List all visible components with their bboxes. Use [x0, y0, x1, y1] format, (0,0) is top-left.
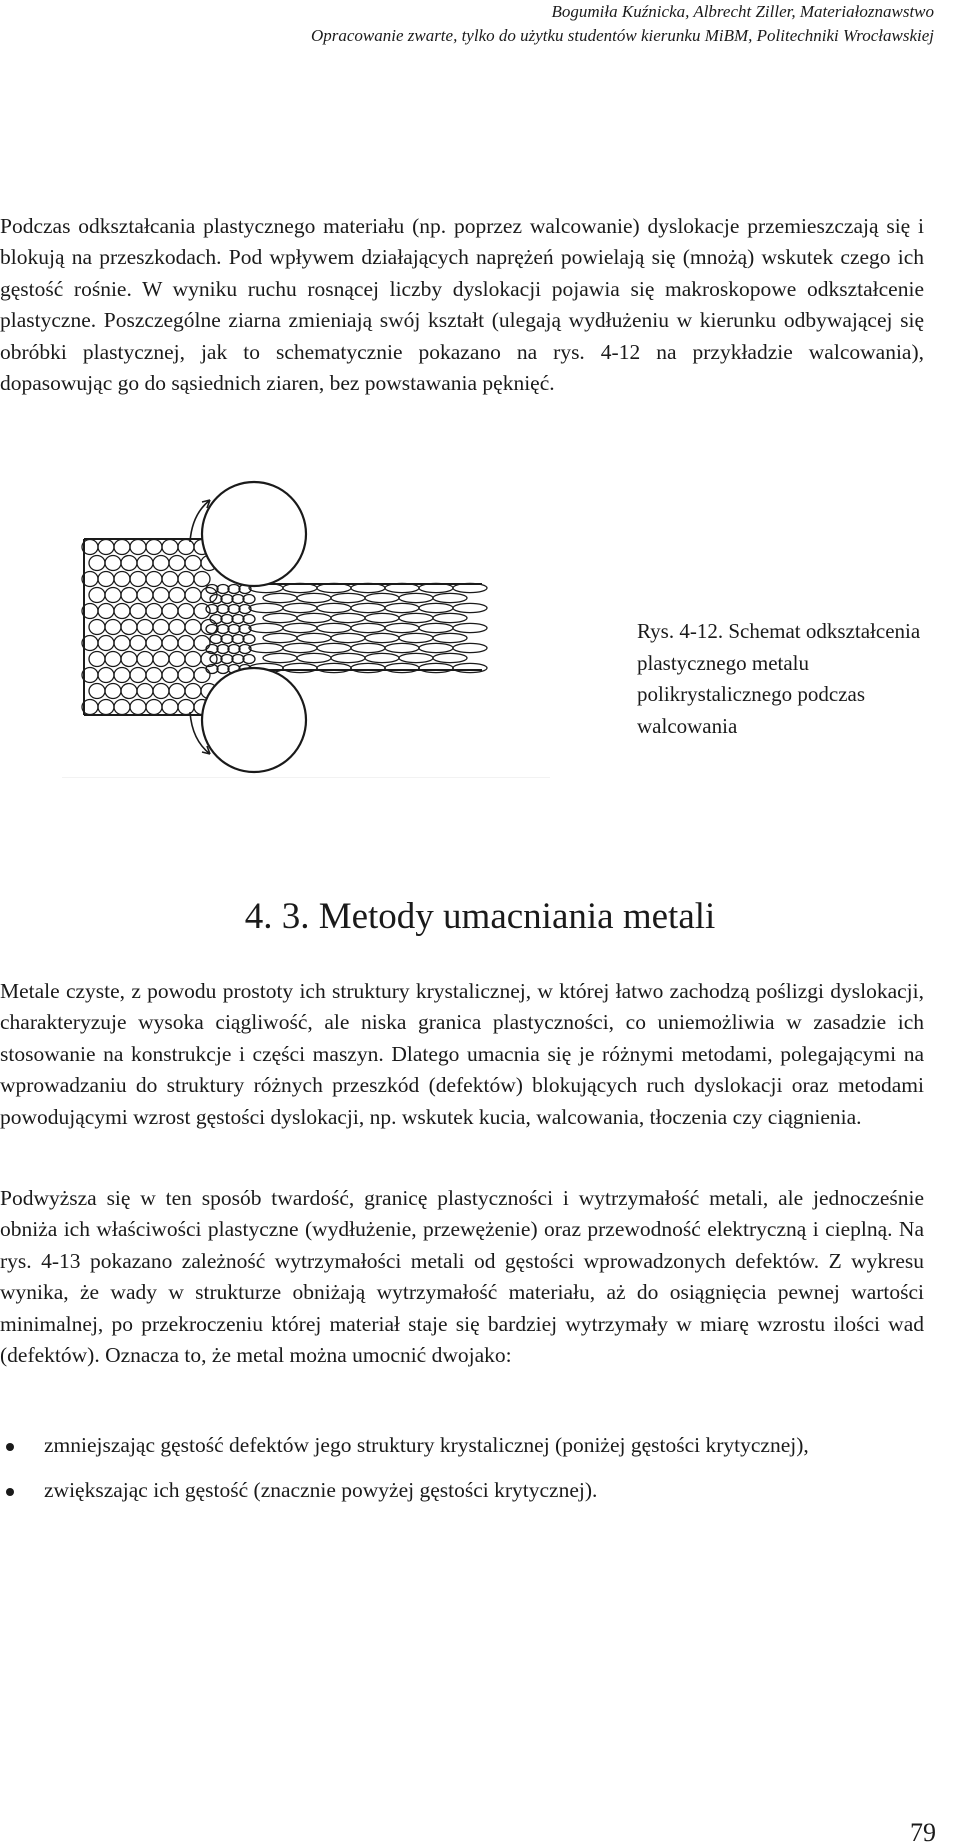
grain-outline [105, 620, 121, 635]
grain-outline [98, 604, 114, 619]
grain-outline [221, 655, 233, 664]
grain-outline [194, 668, 210, 683]
grain-outline [297, 593, 331, 602]
grain-outline [221, 615, 233, 624]
grain-outline [232, 615, 244, 624]
list-item [0, 1430, 924, 1461]
header-authors: Bogumiła Kuźnicka, Albrecht Ziller, Materiałoznawstwo [551, 2, 934, 21]
grain-outline [162, 540, 178, 555]
figure-caption: Rys. 4-12. Schemat odkształcenia plastycznego metalu polikrystalicznego podczas walcowania [637, 619, 921, 738]
grain-outline [194, 636, 210, 651]
grain-outline [98, 540, 114, 555]
grain-outline [98, 572, 114, 587]
grain-outline [351, 623, 385, 632]
grain-outline [169, 652, 185, 667]
bullet-icon [6, 1443, 14, 1451]
grain-outline [351, 663, 385, 672]
grain-outline [185, 588, 201, 603]
grain-outline [114, 540, 130, 555]
grain-outline [317, 663, 351, 672]
grain-outline [243, 655, 255, 664]
grain-outline [130, 668, 146, 683]
grain-outline [194, 572, 210, 587]
grain-outline [89, 620, 105, 635]
grain-outline [130, 700, 146, 715]
grain-outline [283, 623, 317, 632]
grain-outline [351, 643, 385, 652]
grain-outline [210, 615, 222, 624]
grain-outline [169, 556, 185, 571]
grain-outline [453, 643, 487, 652]
grain-outline [121, 620, 137, 635]
grain-outline [121, 556, 137, 571]
grain-outline [130, 604, 146, 619]
grain-outline [385, 603, 419, 612]
grain-outline [263, 653, 297, 662]
grain-outline [185, 556, 201, 571]
grain-outline [153, 652, 169, 667]
grain-outline [137, 588, 153, 603]
list-item [0, 1475, 924, 1506]
grain-outline [153, 620, 169, 635]
grain-outline [137, 684, 153, 699]
grain-outline [433, 633, 467, 642]
grain-outline [217, 605, 229, 614]
grain-outline [169, 684, 185, 699]
grain-outline [249, 623, 283, 632]
grain-outline [153, 684, 169, 699]
header-note: Opracowanie zwarte, tylko do użytku studentów kierunku MiBM, Politechniki Wrocławskiej [310, 26, 934, 45]
grain-outline [185, 652, 201, 667]
grain-outline [105, 684, 121, 699]
grain-outline [433, 613, 467, 622]
grain-outline [453, 663, 487, 672]
grain-outline [162, 636, 178, 651]
grain-outline [121, 684, 137, 699]
grain-outline [419, 603, 453, 612]
grain-outline [130, 636, 146, 651]
grain-outline [331, 613, 365, 622]
grain-outline [98, 700, 114, 715]
grain-outline [114, 700, 130, 715]
figure-rolling-schematic [62, 472, 550, 778]
grain-outline [331, 593, 365, 602]
grain-outline [249, 643, 283, 652]
bullet-icon [6, 1488, 14, 1496]
grain-outline [243, 615, 255, 624]
grain-outline [263, 633, 297, 642]
grain-outline [114, 604, 130, 619]
grain-outline [98, 636, 114, 651]
grain-outline [217, 645, 229, 654]
grain-outline [185, 620, 201, 635]
grain-outline [162, 604, 178, 619]
grain-outline [114, 668, 130, 683]
grain-outline [399, 633, 433, 642]
grain-outline [178, 636, 194, 651]
grain-outline [399, 613, 433, 622]
grain-outline [217, 585, 229, 594]
grain-outline [114, 636, 130, 651]
grain-outline [114, 572, 130, 587]
grain-outline [153, 588, 169, 603]
grain-outline [121, 588, 137, 603]
grain-outline [385, 623, 419, 632]
grain-outline [89, 684, 105, 699]
strengthening-methods-list [0, 1430, 924, 1521]
grain-outline [210, 635, 222, 644]
grain-outline [137, 556, 153, 571]
grain-outline [105, 556, 121, 571]
grain-outline [331, 653, 365, 662]
upper-roll [202, 482, 306, 586]
grain-outline [89, 556, 105, 571]
grain-outline [105, 652, 121, 667]
grain-outline [217, 625, 229, 634]
grain-outline [283, 663, 317, 672]
grain-outline [98, 668, 114, 683]
grain-outline [185, 684, 201, 699]
grain-outline [297, 613, 331, 622]
grain-outline [297, 653, 331, 662]
running-header [34, 0, 934, 48]
grain-outline [178, 700, 194, 715]
grain-outline [399, 653, 433, 662]
grain-outline [317, 603, 351, 612]
grain-outline [178, 604, 194, 619]
grain-outline [243, 595, 255, 604]
grain-outline [365, 653, 399, 662]
grain-outline [249, 603, 283, 612]
list-item-text: zmniejszając gęstość defektów jego struktury krystalicznej (poniżej gęstości krytycznej), [44, 1433, 809, 1457]
paragraph-deformation: Podczas odkształcania plastycznego materiału (np. poprzez walcowanie) dyslokacje przemieszczają się i blokują na przeszkodach. Pod wpływem działających naprężeń powielają się (mnożą) wskutek czego ich gęstość rośnie. W wyniku ruchu rosnącej liczby dyslokacji pojawia się makroskopowe odkształcenie plastyczne. Poszczególne ziarna zmieniają swój kształt (ulegają wydłużeniu w kierunku odbywającej się obróbki plastycznej, jak to schematycznie pokazano na rys. 4-12 na przykładzie walcowania), dopasowując go do sąsiednich ziaren, bez powstawania pęknięć. [0, 214, 924, 396]
list-item-text: zwiększając ich gęstość (znacznie powyżej gęstości krytycznej). [44, 1478, 598, 1503]
grain-outline [365, 633, 399, 642]
grain-outline [419, 663, 453, 672]
grain-outline [162, 700, 178, 715]
grain-outline [137, 620, 153, 635]
lower-roll [202, 668, 306, 772]
paragraph-strengthening-effects: Podwyższa się w ten sposób twardość, granicę plastyczności i wytrzymałość metali, ale jednocześnie obniża ich właściwości plastyczne (wydłużenie, przewężenie) oraz przewodność elektryczną i cieplną. Na rys. 4-13 pokazano zależność wytrzymałości metali od gęstości wprowadzonych defektów. Z wykresu wynika, że wady w strukturze obniżają wytrzymałość materiału, aż do osiągnięcia pewnej wartości minimalnej, po przekroczeniu której materiał staje się bardziej wytrzymały w miarę wzrostu ilości wad (defektów). Oznacza to, że metal można umocnić dwojako: [0, 1186, 924, 1368]
grain-outline [162, 668, 178, 683]
grain-outline [206, 585, 218, 594]
grain-outline [385, 663, 419, 672]
grain-outline [453, 603, 487, 612]
grain-outline [385, 643, 419, 652]
grain-outline [146, 636, 162, 651]
grain-outline [146, 540, 162, 555]
grain-outline [453, 623, 487, 632]
grain-outline [178, 540, 194, 555]
grain-outline [169, 588, 185, 603]
section-title: 4. 3. Metody umacniania metali [244, 896, 716, 937]
grain-outline [317, 643, 351, 652]
grain-outline [178, 572, 194, 587]
grain-outline [146, 572, 162, 587]
grain-outline [146, 700, 162, 715]
grain-outline [89, 588, 105, 603]
grain-outline [243, 635, 255, 644]
grain-outline [263, 593, 297, 602]
grain-outline [263, 613, 297, 622]
grain-outline [232, 655, 244, 664]
grain-outline [331, 633, 365, 642]
grain-outline [317, 623, 351, 632]
grain-outline [228, 605, 240, 614]
grain-outline [433, 593, 467, 602]
grain-outline [297, 633, 331, 642]
grain-outline [217, 665, 229, 674]
grain-outline [137, 652, 153, 667]
grain-outline [283, 643, 317, 652]
grain-outline [283, 603, 317, 612]
grain-outline [130, 540, 146, 555]
grain-outline [169, 620, 185, 635]
grain-outline [105, 588, 121, 603]
grain-outline [206, 605, 218, 614]
grain-outline [419, 623, 453, 632]
grain-outline [228, 625, 240, 634]
grain-outline [419, 643, 453, 652]
grain-outline [178, 668, 194, 683]
grain-outline [146, 668, 162, 683]
grain-outline [365, 593, 399, 602]
grain-outline [399, 593, 433, 602]
grain-outline [228, 645, 240, 654]
grain-outline [121, 652, 137, 667]
grain-outline [433, 653, 467, 662]
grain-outline [232, 635, 244, 644]
grain-outline [153, 556, 169, 571]
grain-outline [232, 595, 244, 604]
grain-outline [351, 603, 385, 612]
grain-outline [221, 595, 233, 604]
grain-outline [146, 604, 162, 619]
paragraph-strengthening-intro: Metale czyste, z powodu prostoty ich struktury krystalicznej, w której łatwo zachodzą poślizgi dyslokacji, charakteryzuje wysoka ciągliwość, ale niska granica plastyczności, co uniemożliwia w zasadzie ich stosowanie na konstrukcje i części maszyn. Dlatego umacnia się je różnymi metodami, polegającymi na wprowadzaniu do struktury różnych przeszkód (defektów) blokujących ruch dyslokacji oraz metodami powodującymi wzrost gęstości dyslokacji, np. wskutek kucia, walcowania, tłoczenia czy ciągnienia. [0, 979, 924, 1129]
grain-outline [162, 572, 178, 587]
grain-outline [228, 585, 240, 594]
grain-outline [130, 572, 146, 587]
grain-outline [221, 635, 233, 644]
grain-outline [365, 613, 399, 622]
grain-outline [89, 652, 105, 667]
page-number: 79 [910, 1818, 936, 1847]
rolling-diagram [62, 472, 550, 778]
